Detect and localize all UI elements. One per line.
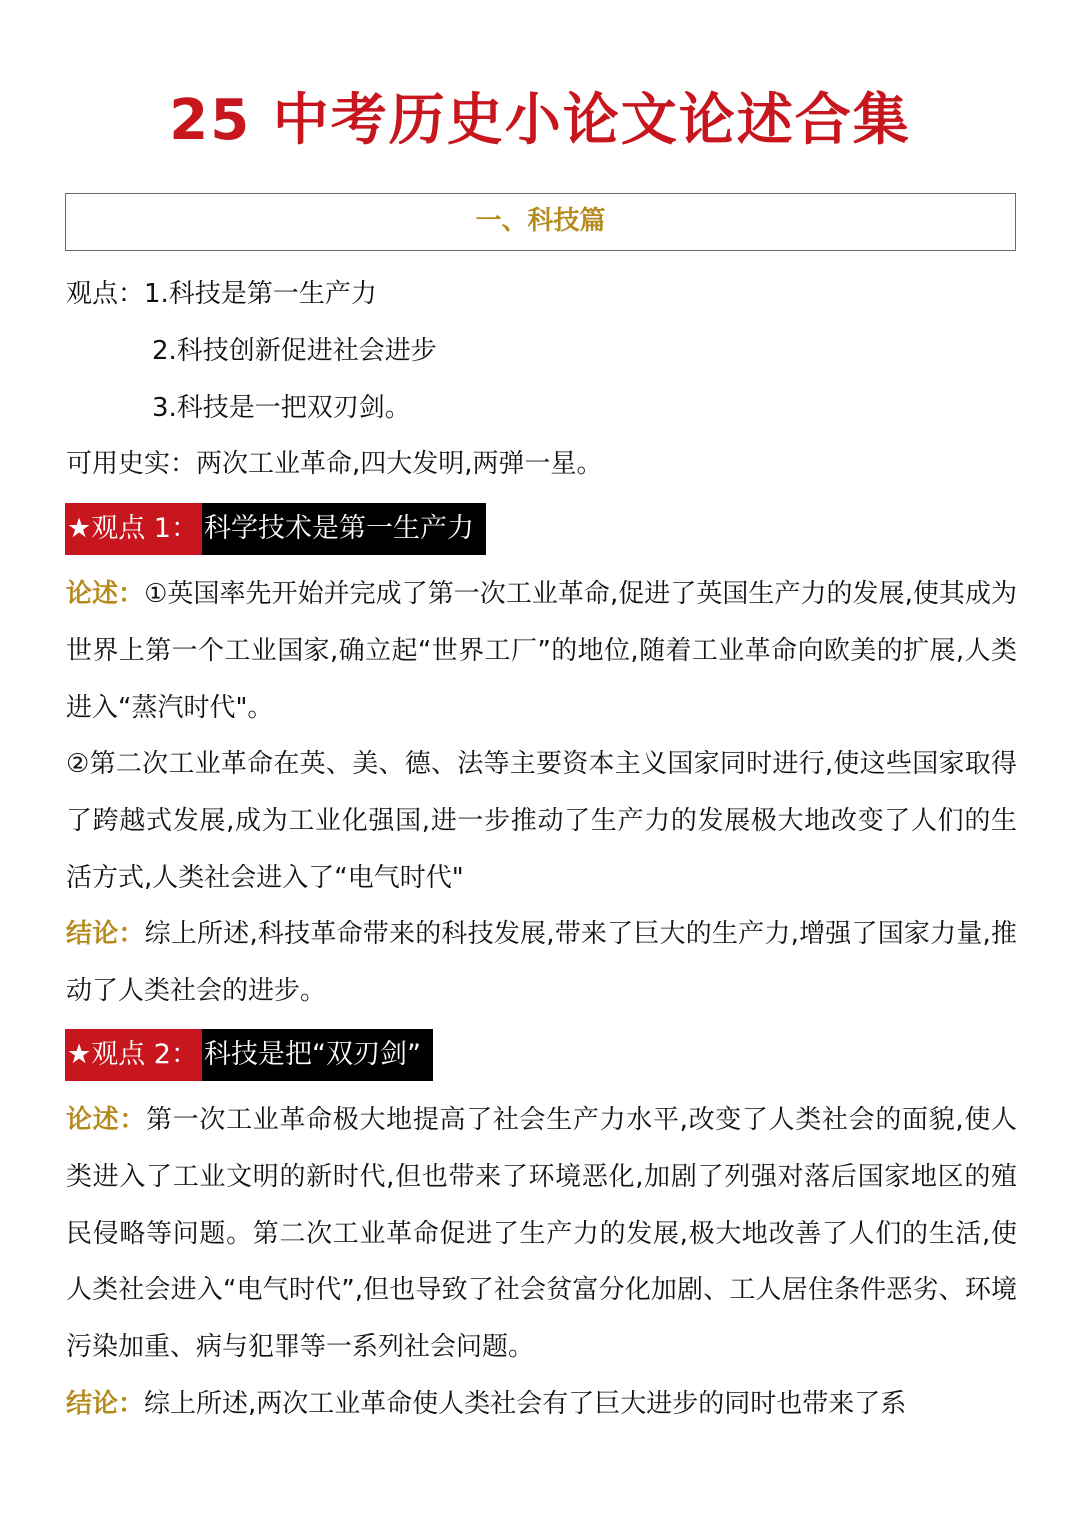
viewpoint-1 bbox=[66, 274, 377, 314]
block2-conclusion bbox=[66, 1376, 1017, 1433]
facts-label: 可用史实： bbox=[66, 449, 197, 479]
viewpoint-heading-2 bbox=[65, 1029, 433, 1081]
conclusion-label: 结论： bbox=[66, 919, 145, 949]
block1-argument-p1 bbox=[66, 566, 1017, 736]
block1-conclusion-text: 综上所述,科技革命带来的科技发展,带来了巨大的生产力,增强了国家力量,推动了人类社会的进步。 bbox=[66, 919, 1017, 1006]
conclusion-label-2: 结论： bbox=[66, 1389, 145, 1419]
argue-label: 论述： bbox=[66, 579, 145, 609]
viewpoint-1-heading: 科学技术是第一生产力 bbox=[202, 503, 486, 555]
block2-argue-text: 第一次工业革命极大地提高了社会生产力水平,改变了人类社会的面貌,使人类进入了工业文明的新时代,但也带来了环境恶化,加剧了列强对落后国家地区的殖民侵略等问题。第二次工业革命促进了生产力的发展,极大地改善了人们的生活,使人类社会进入“电气时代”,但也导致了社会贫富分化加剧、工人居住条件恶劣、环境污染加重、病与犯罪等一系列社会问题。 bbox=[66, 1105, 1017, 1363]
viewpoint-1-tag: ★观点 1： bbox=[65, 503, 202, 555]
block2-argument bbox=[66, 1092, 1017, 1376]
block1-argue-text-1: ①英国率先开始并完成了第一次工业革命,促进了英国生产力的发展,使其成为世界上第一个工业国家,确立起“世界工厂”的地位,随着工业革命向欧美的扩展,人类进入“蒸汽时代"。 bbox=[66, 579, 1017, 723]
viewpoint-1-text: 1.科技是第一生产力 bbox=[144, 279, 377, 309]
facts-line bbox=[66, 444, 603, 484]
argue-label-2: 论述： bbox=[66, 1105, 147, 1135]
viewpoints-label: 观点： bbox=[66, 279, 145, 309]
section-heading: 一、科技篇 bbox=[65, 193, 1016, 251]
viewpoint-heading-1 bbox=[65, 503, 486, 555]
viewpoint-2-tag: ★观点 2： bbox=[65, 1029, 202, 1081]
facts-text: 两次工业革命,四大发明,两弹一星。 bbox=[196, 449, 603, 479]
viewpoint-2: 2.科技创新促进社会进步 bbox=[152, 336, 437, 366]
block1-conclusion bbox=[66, 906, 1017, 1020]
block1-argument-p2: ②第二次工业革命在英、美、德、法等主要资本主义国家同时进行,使这些国家取得了跨越式发展,成为工业化强国,进一步推动了生产力的发展极大地改变了人们的生活方式,人类社会进入了“电气时代" bbox=[66, 749, 1017, 893]
page-title: 25 中考历史小论文论述合集 bbox=[169, 88, 911, 153]
viewpoint-2-heading: 科技是把“双刃剑” bbox=[202, 1029, 433, 1081]
block2-conclusion-text: 综上所述,两次工业革命使人类社会有了巨大进步的同时也带来了系 bbox=[144, 1389, 907, 1419]
viewpoint-3: 3.科技是一把双刃剑。 bbox=[152, 393, 411, 423]
